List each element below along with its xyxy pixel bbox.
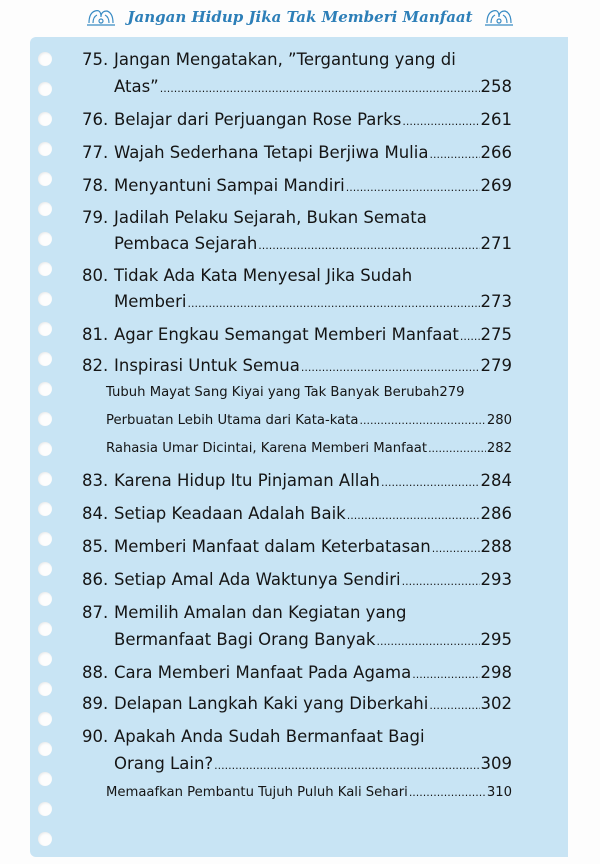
leader-dots bbox=[187, 298, 479, 309]
entry-title: Memberi Manfaat dalam Keterbatasan bbox=[114, 537, 431, 556]
toc-entry-81[interactable] bbox=[82, 321, 512, 348]
leader-dots bbox=[432, 543, 480, 554]
toc-subentry[interactable] bbox=[82, 781, 512, 805]
binding-hole bbox=[38, 142, 52, 156]
leader-dots bbox=[258, 240, 479, 251]
entry-title: Inspirasi Untuk Semua bbox=[114, 356, 300, 375]
entry-page: 269 bbox=[480, 176, 512, 195]
leader-dots bbox=[301, 362, 480, 373]
leader-dots bbox=[381, 477, 480, 488]
entry-page: 298 bbox=[480, 663, 512, 682]
leader-dots bbox=[214, 760, 479, 771]
entry-number: 86. bbox=[82, 570, 109, 589]
binding-hole bbox=[38, 292, 52, 306]
entry-title-line2: Pembaca Sejarah bbox=[114, 234, 258, 253]
leader-dots bbox=[359, 415, 485, 426]
binding-hole bbox=[38, 772, 52, 786]
binding-hole bbox=[38, 802, 52, 816]
entry-number: 81. bbox=[82, 325, 109, 344]
entry-title: Setiap Keadaan Adalah Baik bbox=[114, 504, 346, 523]
entry-title-line1: Tidak Ada Kata Menyesal Jika Sudah bbox=[114, 266, 413, 285]
leader-dots bbox=[376, 636, 479, 647]
entry-number: 80. bbox=[82, 266, 109, 285]
binding-hole bbox=[38, 322, 52, 336]
entry-page: 271 bbox=[480, 234, 512, 253]
entry-page: 293 bbox=[480, 570, 512, 589]
binding-hole bbox=[38, 82, 52, 96]
entry-page: 273 bbox=[480, 292, 512, 311]
entry-page: 288 bbox=[480, 537, 512, 556]
binding-hole bbox=[38, 352, 52, 366]
binding-hole bbox=[38, 112, 52, 126]
toc-entry-85[interactable] bbox=[82, 533, 512, 560]
binding-hole bbox=[38, 502, 52, 516]
binding-hole bbox=[38, 742, 52, 756]
toc-entry-77[interactable] bbox=[82, 139, 512, 166]
entry-number: 84. bbox=[82, 504, 109, 523]
binding-hole bbox=[38, 622, 52, 636]
toc-entry-76[interactable] bbox=[82, 106, 512, 133]
leader-dots bbox=[346, 182, 480, 193]
toc-subentry[interactable] bbox=[82, 409, 512, 433]
entry-title-line1: Memilih Amalan dan Kegiatan yang bbox=[114, 603, 407, 622]
entry-page: 275 bbox=[480, 325, 512, 344]
leader-dots bbox=[412, 669, 479, 680]
right-ornament-icon bbox=[483, 7, 515, 27]
toc-subentry[interactable] bbox=[82, 437, 512, 461]
leader-dots bbox=[160, 83, 480, 94]
entry-title: Delapan Langkah Kaki yang Diberkahi bbox=[114, 694, 429, 713]
entry-title: Belajar dari Perjuangan Rose Parks bbox=[114, 110, 402, 129]
entry-title-line1: Apakah Anda Sudah Bermanfaat Bagi bbox=[114, 727, 425, 746]
table-of-contents bbox=[82, 46, 512, 805]
entry-page: 261 bbox=[480, 110, 512, 129]
binding-hole bbox=[38, 832, 52, 846]
entry-title: Karena Hidup Itu Pinjaman Allah bbox=[114, 471, 380, 490]
binding-hole bbox=[38, 712, 52, 726]
entry-title: Perbuatan Lebih Utama dari Kata-kata bbox=[106, 413, 359, 428]
leader-dots bbox=[429, 700, 479, 711]
toc-entry-87[interactable] bbox=[82, 599, 512, 653]
entry-title: Agar Engkau Semangat Memberi Manfaat bbox=[114, 325, 459, 344]
binding-hole bbox=[38, 562, 52, 576]
toc-entry-78[interactable] bbox=[82, 172, 512, 199]
toc-entry-83[interactable] bbox=[82, 467, 512, 494]
entry-number: 78. bbox=[82, 176, 109, 195]
entry-page: 282 bbox=[486, 441, 512, 456]
leader-dots bbox=[460, 331, 480, 342]
leader-dots bbox=[347, 510, 480, 521]
entry-title-line2: Orang Lain? bbox=[114, 754, 214, 773]
entry-title-line2: Bermanfaat Bagi Orang Banyak bbox=[114, 630, 376, 649]
entry-title: Rahasia Umar Dicintai, Karena Memberi Manfaat bbox=[106, 441, 428, 456]
entry-page: 295 bbox=[480, 630, 512, 649]
entry-number: 77. bbox=[82, 143, 109, 162]
toc-entry-79[interactable] bbox=[82, 205, 512, 257]
binding-hole bbox=[38, 682, 52, 696]
entry-number: 87. bbox=[82, 603, 109, 622]
toc-entry-80[interactable] bbox=[82, 263, 512, 315]
entry-number: 85. bbox=[82, 537, 109, 556]
entry-title-line2: Atas” bbox=[114, 77, 159, 96]
entry-title: Setiap Amal Ada Waktunya Sendiri bbox=[114, 570, 401, 589]
binding-hole bbox=[38, 202, 52, 216]
toc-entry-88[interactable] bbox=[82, 659, 512, 686]
running-header bbox=[0, 0, 600, 34]
binding-holes bbox=[38, 0, 74, 864]
entry-number: 90. bbox=[82, 727, 109, 746]
entry-page: 286 bbox=[480, 504, 512, 523]
entry-number: 79. bbox=[82, 208, 109, 227]
entry-title: Wajah Sederhana Tetapi Berjiwa Mulia bbox=[114, 143, 429, 162]
entry-number: 89. bbox=[82, 694, 109, 713]
entry-number: 83. bbox=[82, 471, 109, 490]
toc-entry-75[interactable] bbox=[82, 46, 512, 100]
entry-title-line1: Jangan Mengatakan, ”Tergantung yang di bbox=[114, 50, 456, 69]
entry-title-line1: Jadilah Pelaku Sejarah, Bukan Semata bbox=[114, 208, 427, 227]
entry-page: 309 bbox=[480, 754, 512, 773]
binding-hole bbox=[38, 262, 52, 276]
toc-entry-90[interactable] bbox=[82, 723, 512, 777]
binding-hole bbox=[38, 232, 52, 246]
binding-hole bbox=[38, 532, 52, 546]
toc-entry-82[interactable] bbox=[82, 352, 512, 379]
entry-title-line2: Memberi bbox=[114, 292, 187, 311]
entry-page: 302 bbox=[480, 694, 512, 713]
entry-page: 284 bbox=[480, 471, 512, 490]
running-header-title: Jangan Hidup Jika Tak Memberi Manfaat bbox=[127, 8, 473, 26]
entry-number: 76. bbox=[82, 110, 109, 129]
binding-hole bbox=[38, 382, 52, 396]
binding-hole bbox=[38, 52, 52, 66]
entry-title: Cara Memberi Manfaat Pada Agama bbox=[114, 663, 412, 682]
leader-dots bbox=[429, 149, 479, 160]
leader-dots bbox=[402, 576, 480, 587]
binding-hole bbox=[38, 172, 52, 186]
entry-page: 258 bbox=[480, 77, 512, 96]
leader-dots bbox=[402, 116, 479, 127]
entry-page: 279 bbox=[439, 385, 465, 400]
binding-hole bbox=[38, 652, 52, 666]
binding-hole bbox=[38, 592, 52, 606]
entry-page: 279 bbox=[480, 356, 512, 375]
entry-title: Memaafkan Pembantu Tujuh Puluh Kali Sehari bbox=[106, 785, 408, 800]
toc-entry-84[interactable] bbox=[82, 500, 512, 527]
toc-entry-89[interactable] bbox=[82, 690, 512, 717]
entry-title: Menyantuni Sampai Mandiri bbox=[114, 176, 345, 195]
entry-number: 82. bbox=[82, 356, 109, 375]
toc-entry-86[interactable] bbox=[82, 566, 512, 593]
toc-subentry[interactable] bbox=[82, 381, 512, 405]
binding-hole bbox=[38, 472, 52, 486]
binding-hole bbox=[38, 412, 52, 426]
entry-page: 266 bbox=[480, 143, 512, 162]
entry-page: 280 bbox=[486, 413, 512, 428]
entry-page: 310 bbox=[486, 785, 512, 800]
leader-dots bbox=[409, 787, 486, 798]
left-ornament-icon bbox=[85, 7, 117, 27]
binding-hole bbox=[38, 442, 52, 456]
leader-dots bbox=[428, 443, 486, 454]
entry-number: 75. bbox=[82, 50, 109, 69]
entry-title: Tubuh Mayat Sang Kiyai yang Tak Banyak Berubah bbox=[106, 385, 440, 400]
entry-number: 88. bbox=[82, 663, 109, 682]
